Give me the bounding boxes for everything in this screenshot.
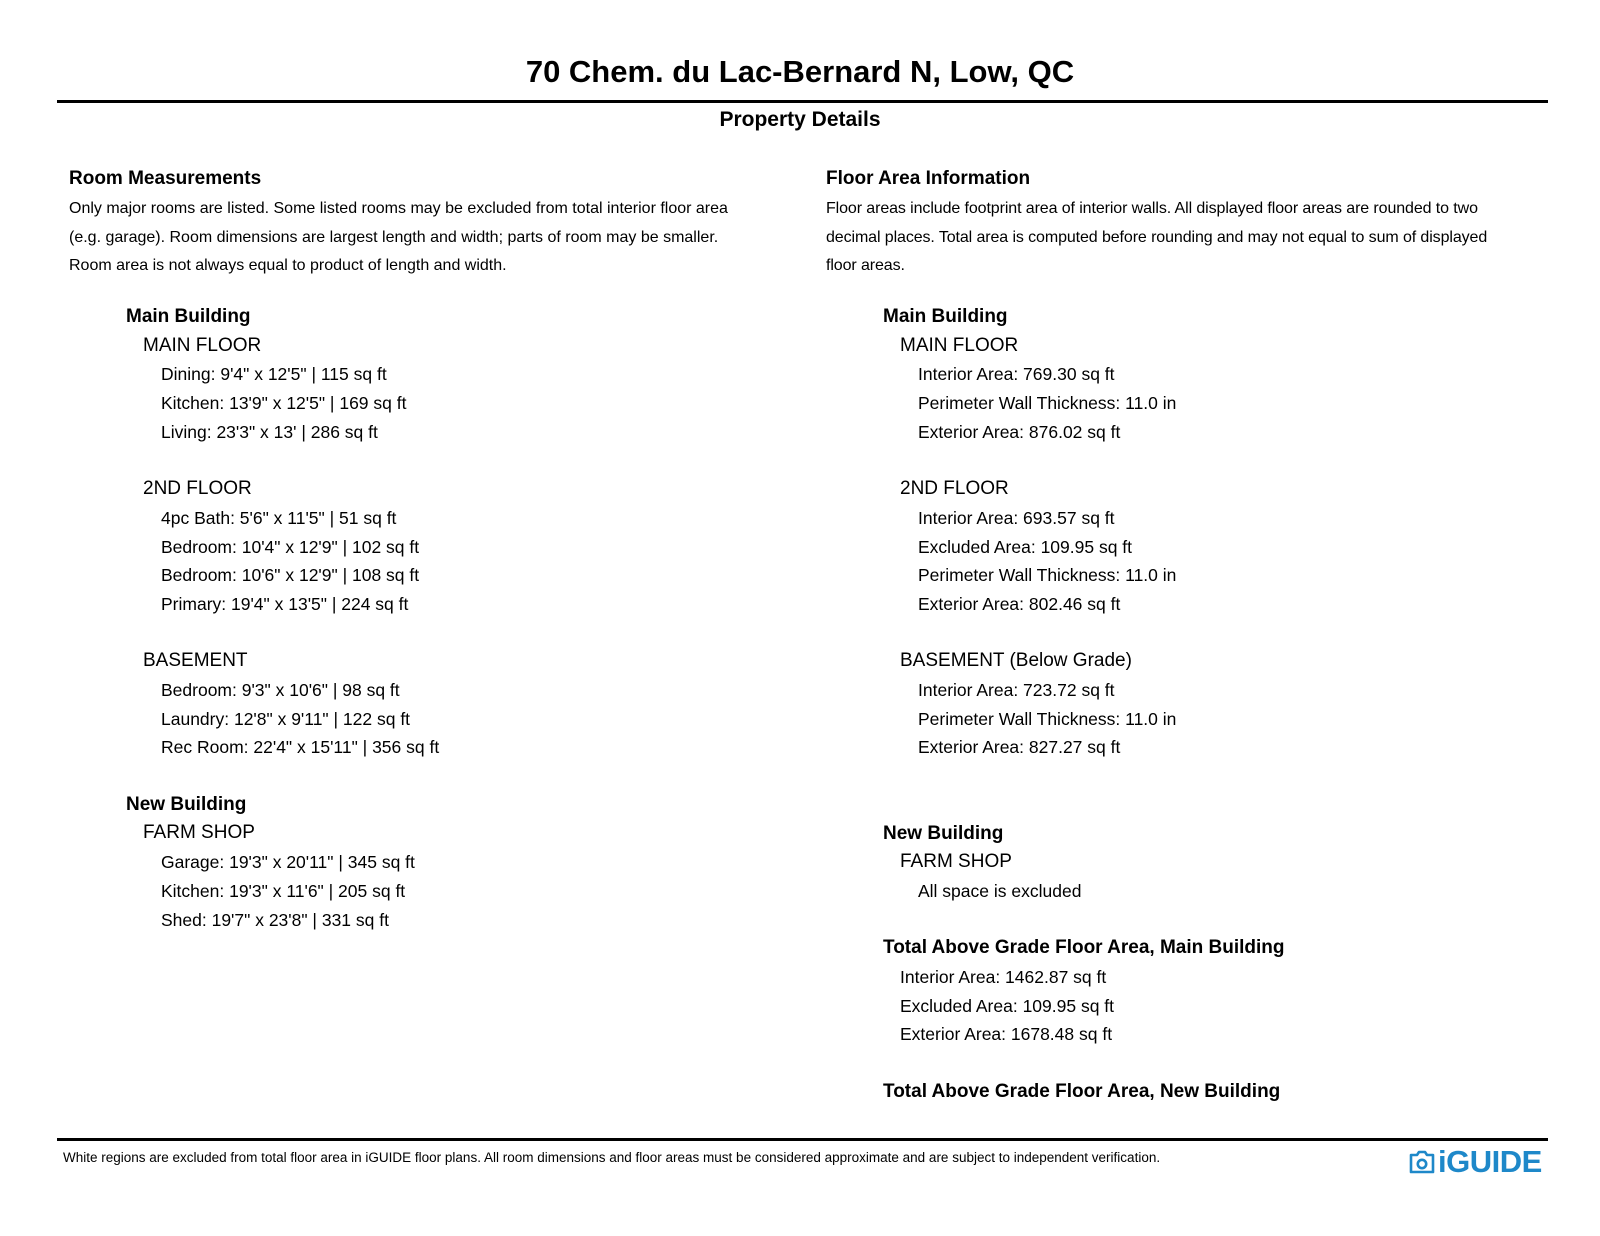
building-heading: New Building bbox=[126, 793, 247, 815]
floor-area-intro bbox=[826, 195, 1561, 281]
area-item: Interior Area: 769.30 sq ft bbox=[918, 364, 1115, 385]
room-item: Living: 23'3" x 13' | 286 sq ft bbox=[161, 421, 378, 442]
intro-line: floor areas. bbox=[826, 257, 905, 275]
floor-heading: FARM SHOP bbox=[900, 851, 1012, 873]
floor-heading: BASEMENT bbox=[143, 650, 248, 672]
footer-divider bbox=[57, 1138, 1548, 1141]
page-subtitle: Property Details bbox=[719, 108, 881, 131]
room-item: Laundry: 12'8" x 9'11" | 122 sq ft bbox=[161, 708, 411, 729]
room-item: Bedroom: 10'6" x 12'9" | 108 sq ft bbox=[161, 565, 420, 586]
room-measurements-intro bbox=[69, 195, 789, 281]
floor-heading: FARM SHOP bbox=[143, 822, 255, 844]
intro-line: decimal places. Total area is computed before rounding and may not equal to sum of displayed bbox=[826, 228, 1488, 246]
floor-area-heading: Floor Area Information bbox=[826, 168, 1031, 189]
room-item: Shed: 19'7" x 23'8" | 331 sq ft bbox=[161, 909, 389, 930]
room-item: Bedroom: 9'3" x 10'6" | 98 sq ft bbox=[161, 680, 400, 701]
area-item: Interior Area: 693.57 sq ft bbox=[918, 507, 1115, 528]
iguide-logo bbox=[1408, 1144, 1542, 1180]
area-item: Excluded Area: 109.95 sq ft bbox=[918, 536, 1133, 557]
iguide-logo-icon bbox=[1408, 1149, 1436, 1175]
floor-heading: 2ND FLOOR bbox=[143, 478, 252, 500]
total-heading: Total Above Grade Floor Area, New Building bbox=[883, 1080, 1281, 1102]
room-item: 4pc Bath: 5'6" x 11'5" | 51 sq ft bbox=[161, 507, 397, 528]
building-heading: Main Building bbox=[883, 306, 1008, 328]
room-item: Garage: 19'3" x 20'11" | 345 sq ft bbox=[161, 852, 415, 873]
intro-line: (e.g. garage). Room dimensions are largest length and width; parts of room may be smaller. bbox=[69, 228, 719, 246]
building-heading: Main Building bbox=[126, 306, 251, 328]
total-heading: Total Above Grade Floor Area, Main Building bbox=[883, 937, 1285, 959]
room-item: Rec Room: 22'4" x 15'11" | 356 sq ft bbox=[161, 737, 440, 758]
area-item: All space is excluded bbox=[918, 880, 1082, 901]
footer-disclaimer: White regions are excluded from total floor area in iGUIDE floor plans. All room dimensions and floor areas must be considered approximate and are subject to independent verification. bbox=[63, 1150, 1161, 1165]
area-item: Interior Area: 723.72 sq ft bbox=[918, 680, 1115, 701]
room-item: Primary: 19'4" x 13'5" | 224 sq ft bbox=[161, 593, 409, 614]
header-divider bbox=[57, 100, 1548, 103]
page-title: 70 Chem. du Lac-Bernard N, Low, QC bbox=[525, 54, 1075, 89]
intro-line: Room area is not always equal to product of length and width. bbox=[69, 257, 507, 275]
floor-area-section bbox=[826, 165, 1561, 1106]
area-item: Exterior Area: 876.02 sq ft bbox=[918, 421, 1121, 442]
room-item: Bedroom: 10'4" x 12'9" | 102 sq ft bbox=[161, 536, 420, 557]
area-item: Perimeter Wall Thickness: 11.0 in bbox=[918, 708, 1177, 729]
logo-text: iGUIDE bbox=[1438, 1144, 1542, 1179]
room-item: Kitchen: 19'3" x 11'6" | 205 sq ft bbox=[161, 880, 406, 901]
total-item: Excluded Area: 109.95 sq ft bbox=[900, 995, 1115, 1016]
building-heading: New Building bbox=[883, 822, 1004, 844]
total-item: Exterior Area: 1678.48 sq ft bbox=[900, 1024, 1113, 1045]
room-item: Dining: 9'4" x 12'5" | 115 sq ft bbox=[161, 364, 387, 385]
intro-line: Floor areas include footprint area of interior walls. All displayed floor areas are rounded to two bbox=[826, 200, 1478, 217]
intro-line: Only major rooms are listed. Some listed rooms may be excluded from total interior floor area bbox=[69, 200, 728, 217]
floor-heading: BASEMENT (Below Grade) bbox=[900, 650, 1132, 672]
area-item: Perimeter Wall Thickness: 11.0 in bbox=[918, 565, 1177, 586]
room-item: Kitchen: 13'9" x 12'5" | 169 sq ft bbox=[161, 393, 407, 414]
floor-heading: 2ND FLOOR bbox=[900, 478, 1009, 500]
area-item: Exterior Area: 827.27 sq ft bbox=[918, 737, 1121, 758]
total-item: Interior Area: 1462.87 sq ft bbox=[900, 966, 1107, 987]
area-item: Perimeter Wall Thickness: 11.0 in bbox=[918, 393, 1177, 414]
floor-heading: MAIN FLOOR bbox=[143, 334, 262, 356]
room-measurements-section bbox=[69, 165, 789, 934]
area-item: Exterior Area: 802.46 sq ft bbox=[918, 593, 1121, 614]
room-measurements-heading: Room Measurements bbox=[69, 168, 262, 189]
floor-heading: MAIN FLOOR bbox=[900, 334, 1019, 356]
